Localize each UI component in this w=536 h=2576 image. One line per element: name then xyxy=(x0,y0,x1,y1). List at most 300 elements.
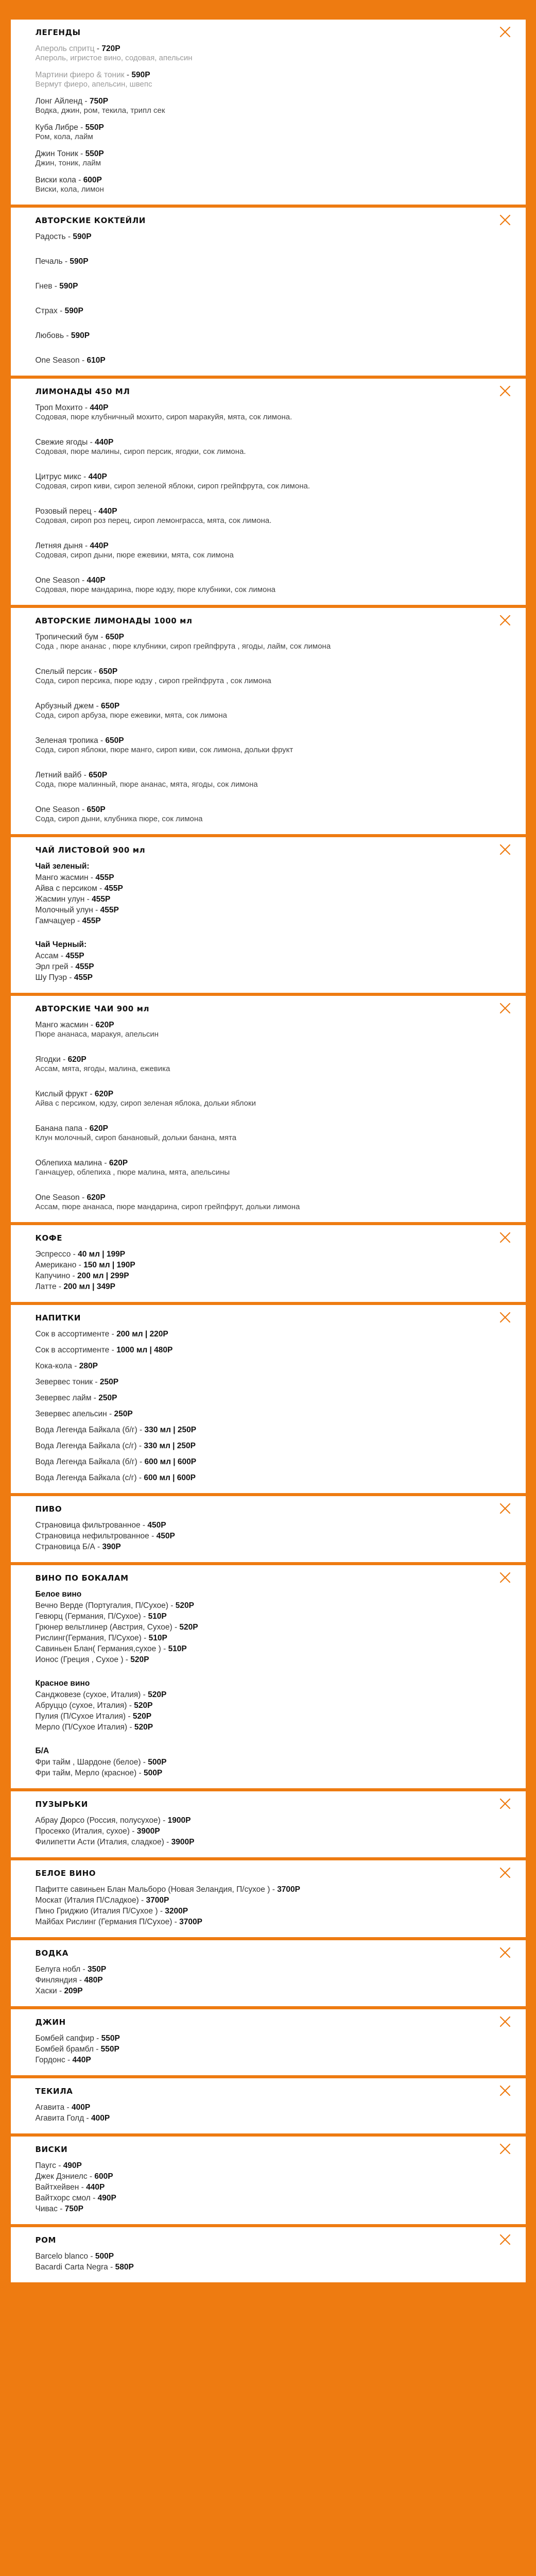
item-price: 390Р xyxy=(102,1543,121,1551)
item-line xyxy=(36,472,513,482)
close-icon[interactable] xyxy=(498,1310,512,1325)
item-price: 455Р xyxy=(75,962,94,971)
item-line xyxy=(36,1965,513,1974)
item-separator: - xyxy=(56,1282,64,1291)
item-price: 3900Р xyxy=(136,1827,160,1836)
item-name: Финляндия xyxy=(35,1976,77,1985)
item-separator: - xyxy=(139,1896,146,1905)
item-separator: - xyxy=(93,906,100,914)
close-icon[interactable] xyxy=(498,1230,512,1245)
item-line xyxy=(36,1261,513,1270)
close-icon[interactable] xyxy=(498,1866,512,1880)
item-separator: - xyxy=(88,438,95,447)
item-name: Ионос (Греция , Сухое ) xyxy=(35,1655,124,1664)
item-name: Абруццо (сухое, Италия) xyxy=(35,1701,127,1710)
section-title: НАПИТКИ xyxy=(35,1313,81,1323)
item-price: 330 мл | 250Р xyxy=(144,1442,196,1450)
item-name: Бомбей брамбл xyxy=(35,2045,94,2054)
item-price: 550Р xyxy=(101,2034,120,2043)
close-icon[interactable] xyxy=(498,213,512,227)
item-group xyxy=(36,633,513,824)
item-price: 450Р xyxy=(147,1521,166,1530)
item-separator: - xyxy=(109,1346,117,1354)
item-name: Ассам xyxy=(35,952,59,960)
item-group xyxy=(36,1885,513,1927)
item-separator: - xyxy=(136,1473,144,1482)
item-name: Айва с персиком xyxy=(35,884,97,893)
item-separator: - xyxy=(102,1159,109,1167)
item-name: Американо xyxy=(35,1261,77,1269)
item-separator: - xyxy=(137,1426,145,1434)
item-separator: - xyxy=(93,2045,101,2054)
item-description: Сода, пюре малинный, пюре ананас, мята, ягоды, сок лимона xyxy=(35,780,258,789)
menu-item xyxy=(36,1769,513,1778)
item-price: 500Р xyxy=(95,2252,114,2261)
item-name: Джин Тоник xyxy=(35,149,78,158)
item-name: Страновица фильтрованное xyxy=(35,1521,141,1530)
menu-item xyxy=(36,1521,513,1530)
item-price: 600Р xyxy=(83,176,102,184)
item-description: Джин, тоник, лайм xyxy=(35,159,101,167)
menu-item xyxy=(36,667,513,686)
item-description: Вермут фиеро, апельсин, швепс xyxy=(35,80,152,89)
item-group xyxy=(36,2252,513,2272)
item-name: Свежие ягоды xyxy=(35,438,88,447)
item-line xyxy=(36,1896,513,1905)
item-line xyxy=(36,1645,513,1654)
item-name: Шу Пуэр xyxy=(35,973,67,982)
item-group xyxy=(36,940,513,982)
menu-item xyxy=(36,917,513,926)
close-icon[interactable] xyxy=(498,2014,512,2029)
section-white-wine xyxy=(11,1860,526,1937)
item-description: Содовая, сироп киви, сироп зеленой яблоки, сироп грейпфрута, сок лимона. xyxy=(35,482,310,490)
group-title: Чай Черный: xyxy=(35,940,87,949)
item-separator: - xyxy=(79,805,87,814)
section-title: ЧАЙ ЛИСТОВОЙ 900 мл xyxy=(35,845,146,855)
item-name: Ягодки xyxy=(35,1055,61,1064)
item-name: Сок в ассортименте xyxy=(35,1346,110,1354)
item-price: 250Р xyxy=(114,1410,133,1418)
item-price: 40 мл | 199Р xyxy=(78,1250,126,1259)
item-separator: - xyxy=(161,1645,168,1653)
close-icon[interactable] xyxy=(498,1001,512,1015)
item-separator: - xyxy=(68,962,76,971)
item-line xyxy=(36,1473,513,1483)
item-line xyxy=(36,1712,513,1721)
item-separator: - xyxy=(84,2114,92,2123)
item-price: 455Р xyxy=(65,952,84,960)
menu-item xyxy=(36,1394,513,1403)
item-separator: - xyxy=(81,472,89,481)
item-group xyxy=(36,1590,513,1665)
item-price: 280Р xyxy=(79,1362,98,1370)
close-icon[interactable] xyxy=(498,25,512,39)
item-price: 3700Р xyxy=(277,1885,301,1894)
item-name: Лонг Айленд xyxy=(35,97,83,106)
item-line xyxy=(36,633,513,642)
item-description: Ассам, пюре ананаса, пюре мандарина, сироп грейпфрут, дольки лимона xyxy=(35,1202,300,1211)
item-separator: - xyxy=(91,1394,99,1402)
item-price: 490Р xyxy=(63,2161,82,2170)
item-price: 440Р xyxy=(98,507,117,516)
close-icon[interactable] xyxy=(498,2142,512,2156)
item-separator: - xyxy=(57,307,65,315)
menu-item xyxy=(36,1918,513,1927)
item-price: 550Р xyxy=(85,149,104,158)
item-name: Белуга нобл xyxy=(35,1965,81,1974)
item-separator: - xyxy=(76,1261,84,1269)
group-title: Чай зеленый: xyxy=(35,862,90,871)
item-separator: - xyxy=(57,1987,64,1995)
section-legends xyxy=(11,20,526,205)
item-line xyxy=(36,307,513,316)
menu-item xyxy=(36,1090,513,1108)
section-title: ДЖИН xyxy=(35,2018,66,2027)
item-name: Савиньен Блан( Германия,сухое ) xyxy=(35,1645,161,1653)
item-separator: - xyxy=(72,1362,79,1370)
item-description: Ассам, мята, ягоды, малина, ежевика xyxy=(35,1064,170,1073)
item-separator: - xyxy=(79,2183,87,2192)
item-separator: - xyxy=(149,1532,157,1540)
item-price: 520Р xyxy=(134,1701,153,1710)
group-title: Б/А xyxy=(35,1747,49,1755)
section-lemonades-1000 xyxy=(11,608,526,834)
item-line xyxy=(36,2263,513,2272)
item-separator: - xyxy=(127,1701,134,1710)
item-price: 750Р xyxy=(89,97,109,106)
menu-item xyxy=(36,2034,513,2043)
section-title: ТЕКИЛА xyxy=(35,2087,73,2096)
item-price: 590Р xyxy=(59,282,78,291)
item-separator: - xyxy=(82,541,90,550)
item-separator: - xyxy=(84,895,92,904)
group-title: Красное вино xyxy=(35,1679,90,1688)
item-group xyxy=(36,1747,513,1778)
section-title: ЛИМОНАДЫ 450 МЛ xyxy=(35,387,130,396)
menu-item xyxy=(36,507,513,526)
item-line xyxy=(36,884,513,893)
item-name: Зевервес лайм xyxy=(35,1394,92,1402)
item-price: 650Р xyxy=(98,667,118,676)
item-name: Гнев xyxy=(35,282,53,291)
item-description: Водка, джин, ром, текила, трипл сек xyxy=(35,106,165,115)
item-group xyxy=(36,2034,513,2065)
item-description: Виски, кола, лимон xyxy=(35,185,104,194)
item-price: 455Р xyxy=(92,895,111,904)
item-separator: - xyxy=(56,2161,63,2170)
item-name: Вайтхейвен xyxy=(35,2183,79,2192)
menu-item xyxy=(36,1885,513,1894)
item-name: Любовь xyxy=(35,331,64,340)
item-line xyxy=(36,667,513,676)
menu-item xyxy=(36,1272,513,1281)
close-icon[interactable] xyxy=(498,2083,512,2098)
menu-item xyxy=(36,1758,513,1767)
menu-item xyxy=(36,2056,513,2065)
item-separator: - xyxy=(141,1690,148,1699)
item-name: Радость xyxy=(35,232,66,241)
item-line xyxy=(36,232,513,242)
item-price: 550Р xyxy=(85,123,104,132)
item-separator: - xyxy=(127,1723,134,1732)
item-separator: - xyxy=(82,1124,90,1133)
item-separator: - xyxy=(164,1838,171,1846)
item-separator: - xyxy=(123,1655,131,1664)
item-name: Спелый персик xyxy=(35,667,92,676)
item-line xyxy=(36,1623,513,1632)
menu-item xyxy=(36,1532,513,1541)
item-name: Цитрус микс xyxy=(35,472,81,481)
menu-item xyxy=(36,307,513,316)
item-separator: - xyxy=(77,1976,84,1985)
item-price: 400Р xyxy=(72,2103,91,2112)
item-line xyxy=(36,1816,513,1825)
section-title: ВОДКА xyxy=(35,1948,68,1958)
item-line xyxy=(36,1159,513,1168)
item-group xyxy=(36,1521,513,1552)
item-price: 200 мл | 349Р xyxy=(63,1282,116,1291)
item-price: 580Р xyxy=(115,2263,134,2272)
item-separator: - xyxy=(98,633,106,641)
item-description: Сода , пюре ананас , пюре клубники, сироп грейпфрута , ягоды, лайм, сок лимона xyxy=(35,642,331,651)
menu-item xyxy=(36,2114,513,2123)
item-name: Bacardi Carta Negra xyxy=(35,2263,108,2272)
item-group xyxy=(36,2103,513,2123)
menu-item xyxy=(36,541,513,560)
item-price: 510Р xyxy=(148,1634,167,1642)
item-line xyxy=(36,973,513,982)
item-name: Майбах Рислинг (Германия П/Сухое) xyxy=(35,1918,172,1926)
menu-item xyxy=(36,1346,513,1355)
menu-item xyxy=(36,1712,513,1721)
menu-item xyxy=(36,805,513,824)
item-price: 400Р xyxy=(91,2114,110,2123)
menu-item xyxy=(36,1690,513,1700)
item-price: 600Р xyxy=(94,2172,113,2181)
menu-item xyxy=(36,1827,513,1836)
close-icon[interactable] xyxy=(498,1797,512,1811)
menu-item xyxy=(36,1193,513,1212)
item-name: Кислый фрукт xyxy=(35,1090,88,1098)
menu-item xyxy=(36,472,513,491)
item-line xyxy=(36,1723,513,1732)
item-line xyxy=(36,1976,513,1985)
item-line xyxy=(36,1612,513,1621)
item-separator: - xyxy=(71,1250,78,1259)
item-name: Вода Легенда Байкала (б/г) xyxy=(35,1426,137,1434)
item-description: Содовая, пюре малины, сироп персик, ягодки, сок лимона. xyxy=(35,447,246,456)
item-separator: - xyxy=(65,2056,73,2064)
close-icon[interactable] xyxy=(498,842,512,857)
item-name: Эрл грей xyxy=(35,962,68,971)
item-price: 330 мл | 250Р xyxy=(144,1426,197,1434)
section-title: РОМ xyxy=(35,2235,56,2245)
menu-item xyxy=(36,1965,513,1974)
item-name: Облепиха малина xyxy=(35,1159,102,1167)
item-price: 450Р xyxy=(156,1532,175,1540)
item-separator: - xyxy=(137,1458,145,1466)
item-separator: - xyxy=(172,1623,180,1632)
item-price: 520Р xyxy=(134,1723,153,1732)
item-price: 590Р xyxy=(73,232,92,241)
menu-item xyxy=(36,2045,513,2054)
item-separator: - xyxy=(82,403,90,412)
item-price: 650Р xyxy=(105,736,124,745)
item-price: 455Р xyxy=(74,973,93,982)
section-wine-glass xyxy=(11,1565,526,1788)
close-icon[interactable] xyxy=(498,613,512,628)
item-line xyxy=(36,1521,513,1530)
item-line xyxy=(36,2172,513,2181)
menu-item xyxy=(36,1473,513,1483)
item-name: Пино Гриджио (Италия П/Сухое ) xyxy=(35,1907,158,1916)
section-title: АВТОРСКИЕ ЧАИ 900 мл xyxy=(35,1004,150,1013)
item-description: Сода, сироп дыни, клубника пюре, сок лимона xyxy=(35,815,203,823)
item-line xyxy=(36,702,513,711)
menu-item xyxy=(36,356,513,365)
item-separator: - xyxy=(88,2252,95,2261)
section-author-tea xyxy=(11,996,526,1222)
section-title: ПИВО xyxy=(35,1504,62,1514)
item-separator: - xyxy=(94,2034,101,2043)
menu-item xyxy=(36,1907,513,1916)
menu-item xyxy=(36,633,513,651)
item-price: 1900Р xyxy=(167,1816,191,1825)
item-separator: - xyxy=(64,2103,72,2112)
item-line xyxy=(36,736,513,745)
item-name: Вода Легенда Байкала (с/г) xyxy=(35,1442,137,1450)
item-name: Троп Мохито xyxy=(35,403,83,412)
item-line xyxy=(36,1918,513,1927)
item-line xyxy=(36,2114,513,2123)
item-price: 500Р xyxy=(143,1769,163,1777)
item-price: 520Р xyxy=(130,1655,149,1664)
item-description: Содовая, сироп дыни, пюре ежевики, мята, сок лимона xyxy=(35,551,234,560)
item-price: 200 мл | 299Р xyxy=(77,1272,129,1280)
item-name: Хаски xyxy=(35,1987,57,1995)
item-name: Манго жасмин xyxy=(35,873,89,882)
close-icon[interactable] xyxy=(498,1570,512,1585)
menu-item xyxy=(36,1021,513,1039)
item-separator: - xyxy=(129,1827,137,1836)
menu-item xyxy=(36,1701,513,1710)
item-price: 620Р xyxy=(109,1159,128,1167)
section-title: ЛЕГЕНДЫ xyxy=(35,28,81,37)
item-price: 490Р xyxy=(97,2194,116,2202)
menu-item xyxy=(36,1612,513,1621)
menu-item xyxy=(36,1124,513,1143)
item-name: Грюнер вельтлинер (Австрия, Сухое) xyxy=(35,1623,172,1632)
item-separator: - xyxy=(141,1612,148,1621)
menu-item xyxy=(36,44,513,63)
item-line xyxy=(36,2205,513,2214)
item-price: 480Р xyxy=(84,1976,103,1985)
item-name: Агавита Голд xyxy=(35,2114,84,2123)
menu-item xyxy=(36,771,513,789)
item-line xyxy=(36,257,513,266)
menu-item xyxy=(36,1159,513,1177)
item-line xyxy=(36,282,513,291)
item-separator: - xyxy=(75,917,82,925)
item-name: Печаль xyxy=(35,257,63,266)
close-icon[interactable] xyxy=(498,384,512,398)
menu-item xyxy=(36,702,513,720)
item-name: Кока-кола xyxy=(35,1362,72,1370)
item-line xyxy=(36,1601,513,1611)
menu-item xyxy=(36,438,513,456)
item-separator: - xyxy=(98,736,106,745)
menu-item xyxy=(36,1261,513,1270)
item-price: 1000 мл | 480Р xyxy=(116,1346,173,1354)
item-price: 440Р xyxy=(72,2056,91,2064)
item-price: 440Р xyxy=(90,403,109,412)
close-icon[interactable] xyxy=(498,1501,512,1516)
item-description: Сода, сироп арбуза, пюре ежевики, мята, сок лимона xyxy=(35,711,227,720)
item-price: 455Р xyxy=(104,884,123,893)
item-line xyxy=(36,895,513,904)
section-whisky xyxy=(11,2137,526,2224)
item-separator: - xyxy=(64,331,71,340)
menu-item xyxy=(36,906,513,915)
item-separator: - xyxy=(94,44,102,53)
item-line xyxy=(36,2183,513,2192)
item-line xyxy=(36,873,513,883)
menu-item xyxy=(36,1543,513,1552)
close-icon[interactable] xyxy=(498,1945,512,1960)
item-name: Вайтхорс смол xyxy=(35,2194,91,2202)
item-line xyxy=(36,403,513,413)
item-line xyxy=(36,962,513,972)
item-price: 590Р xyxy=(64,307,83,315)
close-icon[interactable] xyxy=(498,2232,512,2247)
item-price: 750Р xyxy=(64,2205,83,2213)
item-separator: - xyxy=(82,97,90,106)
item-price: 440Р xyxy=(86,2183,105,2192)
item-separator: - xyxy=(172,1918,180,1926)
item-description: Содовая, пюре клубничный мохито, сироп маракуйя, мята, сок лимона. xyxy=(35,413,292,421)
section-title: КОФЕ xyxy=(35,1233,63,1243)
menu-item xyxy=(36,1378,513,1387)
item-name: Barcelo blanco xyxy=(35,2252,89,2261)
item-line xyxy=(36,1690,513,1700)
item-price: 520Р xyxy=(148,1690,167,1699)
item-name: Тропический бум xyxy=(35,633,99,641)
item-group xyxy=(36,1679,513,1732)
item-name: Гордонс xyxy=(35,2056,65,2064)
item-name: One Season xyxy=(35,805,80,814)
menu-item xyxy=(36,2252,513,2261)
item-line xyxy=(36,1272,513,1281)
item-separator: - xyxy=(88,1090,95,1098)
item-name: Агавита xyxy=(35,2103,65,2112)
item-name: Манго жасмин xyxy=(35,1021,89,1029)
item-group xyxy=(36,1021,513,1212)
item-name: Латте xyxy=(35,1282,57,1291)
item-line xyxy=(36,1378,513,1387)
menu-item xyxy=(36,1987,513,1996)
item-separator: - xyxy=(78,149,85,158)
section-author-cocktails xyxy=(11,208,526,376)
item-separator: - xyxy=(88,1021,96,1029)
section-coffee xyxy=(11,1225,526,1302)
item-price: 455Р xyxy=(100,906,119,914)
item-separator: - xyxy=(158,1907,165,1916)
section-beer xyxy=(11,1496,526,1562)
menu-item xyxy=(36,736,513,755)
item-price: 3900Р xyxy=(171,1838,195,1846)
item-description: Пюре ананаса, маракуя, апельсин xyxy=(35,1030,159,1039)
